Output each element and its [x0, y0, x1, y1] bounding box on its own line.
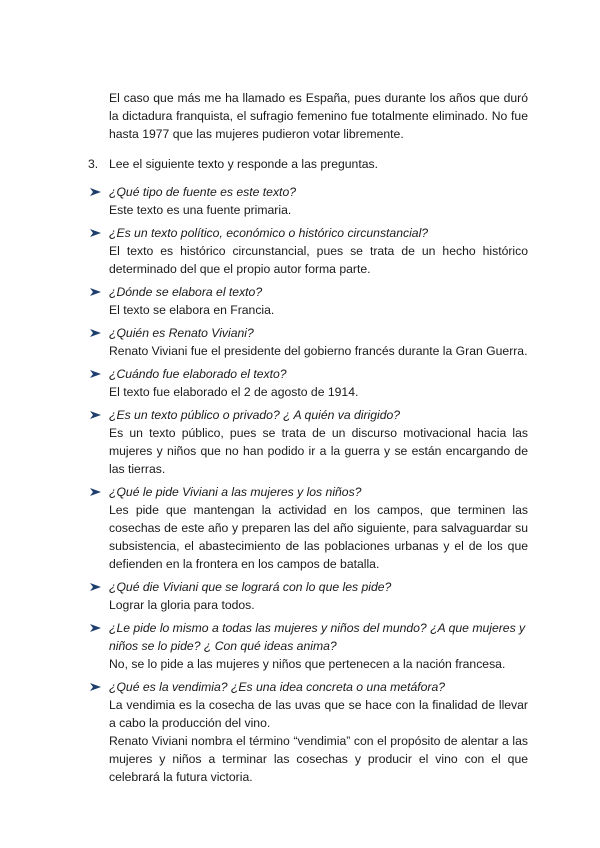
instruction-text: Lee el siguiente texto y responde a las preguntas.	[109, 157, 378, 171]
arrowhead-bullet-icon	[88, 619, 104, 637]
question-text: ¿Es un texto público o privado? ¿ A quién va dirigido?	[109, 408, 401, 422]
qa-item	[88, 578, 528, 614]
qa-item	[88, 324, 528, 360]
answer-text: Les pide que mantengan la actividad en los campos, que terminen las cosechas de este año y preparen las del año siguiente, para salvaguardar su subsistencia, el abastecimiento de las poblaciones urbanas y el de los que defienden en la frontera en los campos de batalla.	[109, 503, 528, 571]
arrowhead-bullet-icon	[88, 224, 104, 242]
qa-item	[88, 406, 528, 478]
arrowhead-bullet-icon	[88, 183, 104, 201]
arrowhead-bullet-icon	[88, 483, 104, 501]
question-answer-list	[88, 183, 528, 791]
question-text: ¿Qué tipo de fuente es este texto?	[109, 185, 296, 199]
answer-text: Lograr la gloria para todos.	[109, 598, 255, 612]
arrowhead-bullet-icon	[88, 365, 104, 383]
question-text: ¿Qué die Viviani que se logrará con lo que les pide?	[109, 580, 392, 594]
question-text: ¿Qué le pide Viviani a las mujeres y los niños?	[109, 485, 362, 499]
question-text: ¿Qué es la vendimia? ¿Es una idea concreta o una metáfora?	[109, 680, 446, 694]
arrowhead-bullet-icon	[88, 283, 104, 301]
qa-item	[88, 365, 528, 401]
question-text: ¿Es un texto político, económico o histórico circunstancial?	[109, 226, 429, 240]
question-text: ¿Quién es Renato Viviani?	[109, 326, 254, 340]
arrowhead-bullet-icon	[88, 578, 104, 596]
answer-text: El texto es histórico circunstancial, pues se trata de un hecho histórico determinado del que el propio autor forma parte.	[109, 244, 528, 276]
answer-text: No, se lo pide a las mujeres y niños que pertenecen a la nación francesa.	[109, 657, 506, 671]
arrowhead-bullet-icon	[88, 406, 104, 424]
answer-text: Renato Viviani nombra el término “vendimia” con el propósito de alentar a las mujeres y niños a terminar las cosechas y producir el vino con el que celebrará la futura victoria.	[109, 734, 528, 784]
question-text: ¿Dónde se elabora el texto?	[109, 285, 263, 299]
qa-item	[88, 183, 528, 219]
arrowhead-bullet-icon	[88, 678, 104, 696]
question-text: ¿Cuándo fue elaborado el texto?	[109, 367, 287, 381]
answer-text: Es un texto público, pues se trata de un discurso motivacional hacia las mujeres y niños que no han podido ir a la guerra y se están encargando de las tierras.	[109, 426, 528, 476]
arrowhead-bullet-icon	[88, 324, 104, 342]
answer-text: Renato Viviani fue el presidente del gobierno francés durante la Gran Guerra.	[109, 344, 528, 358]
answer-text: La vendimia es la cosecha de las uvas que se hace con la finalidad de llevar a cabo la producción del vino.	[109, 698, 528, 730]
question-text: ¿Le pide lo mismo a todas las mujeres y niños del mundo? ¿A que mujeres y niños se lo pide? ¿ Con qué ideas anima?	[109, 621, 526, 653]
qa-item	[88, 483, 528, 573]
qa-item	[88, 678, 528, 786]
intro-paragraph: El caso que más me ha llamado es España, pues durante los años que duró la dictadura franquista, el sufragio femenino fue totalmente eliminado. No fue hasta 1977 que las mujeres pudieron votar libremente.	[109, 91, 528, 141]
numbered-instruction	[88, 155, 528, 173]
item-number: 3.	[88, 157, 99, 171]
answer-text: Este texto es una fuente primaria.	[109, 203, 292, 217]
qa-item	[88, 619, 528, 673]
qa-item	[88, 224, 528, 278]
answer-text: El texto se elabora en Francia.	[109, 303, 275, 317]
qa-item	[88, 283, 528, 319]
answer-text: El texto fue elaborado el 2 de agosto de 1914.	[109, 385, 359, 399]
